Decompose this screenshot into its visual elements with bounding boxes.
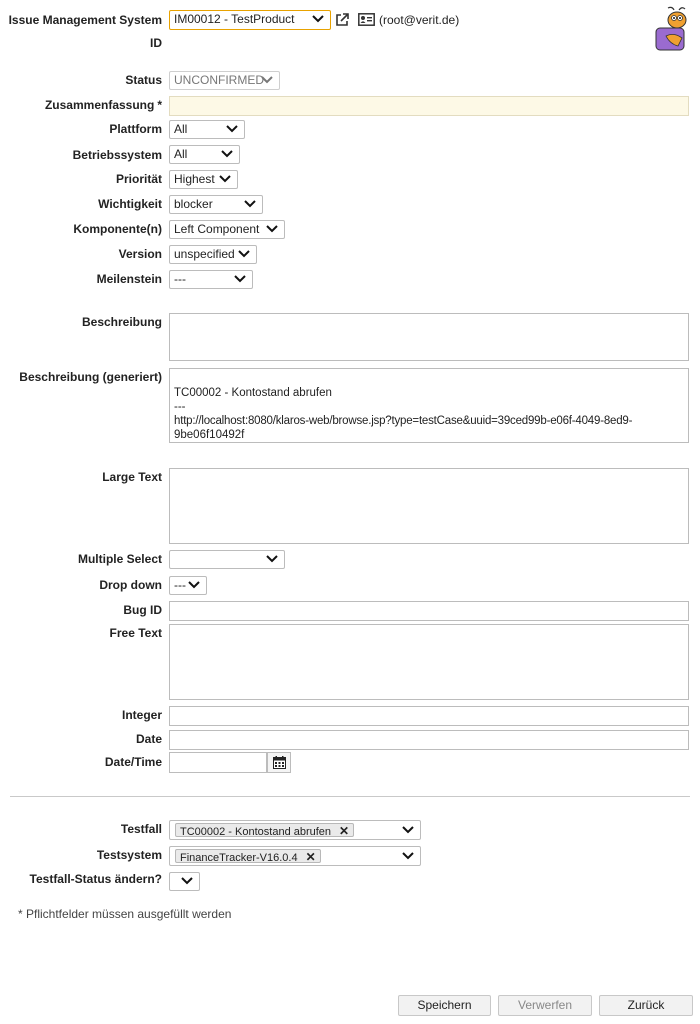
free-text-label: Free Text [109, 626, 162, 640]
platform-value: All [174, 122, 188, 136]
large-text-label: Large Text [102, 470, 162, 484]
generated-line-1: TC00002 - Kontostand abrufen [174, 387, 332, 399]
section-divider [10, 796, 690, 797]
chevron-down-icon [402, 852, 414, 860]
ims-select[interactable] [169, 10, 331, 30]
datetime-input[interactable] [169, 752, 267, 773]
testcase-tag-label: TC00002 - Kontostand abrufen [180, 826, 332, 838]
component-value: Left Component [174, 222, 260, 236]
testsystem-select[interactable] [169, 846, 421, 866]
back-button[interactable]: Zurück [599, 995, 693, 1016]
user-email: (root@verit.de) [379, 13, 460, 27]
testsystem-label: Testsystem [96, 848, 162, 862]
generated-description-label: Beschreibung (generiert) [19, 370, 162, 384]
description-textarea[interactable] [169, 313, 689, 361]
generated-line-2: --- [174, 401, 186, 413]
status-label: Status [125, 73, 162, 87]
chevron-down-icon [266, 225, 278, 233]
chevron-down-icon [244, 200, 256, 208]
version-select[interactable] [169, 245, 257, 264]
milestone-value: --- [174, 272, 186, 286]
date-label: Date [135, 732, 162, 746]
chevron-down-icon [181, 877, 193, 885]
id-label: ID [150, 36, 162, 50]
chevron-down-icon [188, 581, 200, 589]
multiple-select-label: Multiple Select [77, 552, 162, 566]
remove-icon[interactable]: ✕ [339, 824, 350, 838]
ims-label: Issue Management System [8, 13, 162, 27]
chevron-down-icon [234, 275, 246, 283]
generated-line-3: http://localhost:8080/klaros-web/browse.jsp?type=testCase&uuid=39ced99b-e06f-4049-8ed9- [174, 415, 633, 427]
description-label: Beschreibung [81, 315, 162, 329]
drop-down-select[interactable] [169, 576, 207, 595]
testcase-tag [175, 823, 354, 837]
multiple-select[interactable] [169, 550, 285, 569]
summary-input[interactable] [169, 96, 689, 116]
drop-down-value: --- [174, 578, 186, 592]
testcase-select[interactable] [169, 820, 421, 840]
chevron-down-icon [226, 125, 238, 133]
bug-id-input[interactable] [169, 601, 689, 621]
remove-icon[interactable]: ✕ [305, 850, 316, 864]
ant-mascot-icon [652, 6, 690, 52]
generated-line-4: 9be06f10492f [174, 429, 245, 441]
os-value: All [174, 147, 188, 161]
calendar-button[interactable] [267, 752, 291, 773]
status-select[interactable] [169, 71, 280, 90]
severity-select[interactable] [169, 195, 263, 214]
generated-description-textarea[interactable] [169, 368, 689, 443]
testsystem-tag [175, 849, 321, 863]
priority-value: Highest [174, 172, 215, 186]
datetime-label: Date/Time [104, 755, 162, 769]
summary-label [45, 98, 162, 112]
chevron-down-icon [219, 175, 231, 183]
os-select[interactable] [169, 145, 240, 164]
chevron-down-icon [312, 15, 324, 23]
milestone-select[interactable] [169, 270, 253, 289]
chevron-down-icon [238, 250, 250, 258]
chevron-down-icon [266, 555, 278, 563]
drop-down-label: Drop down [99, 578, 162, 592]
platform-label: Plattform [109, 122, 162, 136]
chevron-down-icon [261, 76, 273, 84]
os-label: Betriebssystem [72, 148, 162, 162]
user-card-icon[interactable] [358, 13, 375, 26]
version-value: unspecified [174, 247, 235, 261]
status-change-select[interactable] [169, 872, 200, 891]
severity-label: Wichtigkeit [98, 197, 162, 211]
discard-button[interactable]: Verwerfen [498, 995, 592, 1016]
milestone-label: Meilenstein [96, 272, 162, 286]
platform-select[interactable] [169, 120, 245, 139]
free-text-textarea[interactable] [169, 624, 689, 700]
calendar-icon [273, 756, 286, 769]
external-link-icon[interactable] [335, 12, 350, 27]
save-button[interactable]: Speichern [398, 995, 491, 1016]
chevron-down-icon [402, 826, 414, 834]
testcase-label: Testfall [120, 822, 162, 836]
status-value: UNCONFIRMED [174, 73, 264, 87]
bug-id-label: Bug ID [123, 603, 162, 617]
version-label: Version [118, 247, 162, 261]
component-label: Komponente(n) [73, 222, 162, 236]
component-select[interactable] [169, 220, 285, 239]
summary-label-text: Zusammenfassung [44, 98, 155, 112]
integer-label: Integer [121, 708, 162, 722]
large-text-textarea[interactable] [169, 468, 689, 544]
date-input[interactable] [169, 730, 689, 750]
status-change-label: Testfall-Status ändern? [29, 872, 162, 886]
chevron-down-icon [221, 150, 233, 158]
testsystem-tag-label: FinanceTracker-V16.0.4 [180, 852, 298, 864]
required-note: * Pflichtfelder müssen ausgefüllt werden [18, 907, 232, 921]
priority-select[interactable] [169, 170, 238, 189]
severity-value: blocker [174, 197, 213, 211]
priority-label: Priorität [115, 172, 162, 186]
integer-input[interactable] [169, 706, 689, 726]
ims-select-value: IM00012 - TestProduct [174, 12, 295, 26]
required-mark: * [157, 98, 162, 112]
